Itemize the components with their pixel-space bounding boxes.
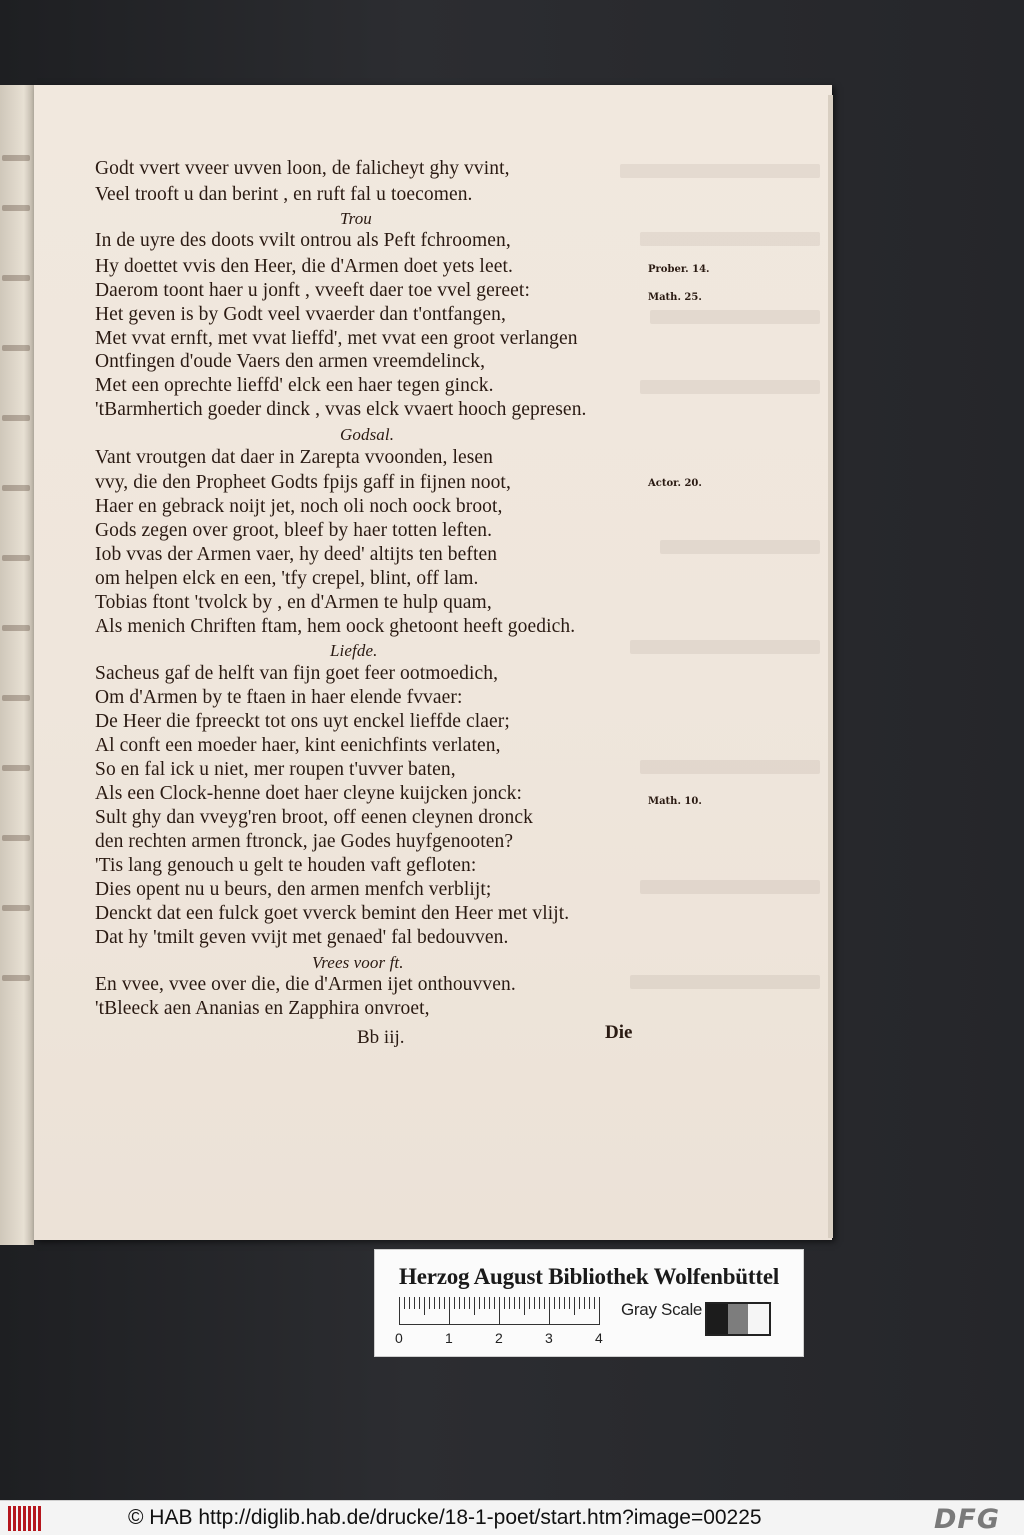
margin-note: Math. 10.: [648, 796, 702, 807]
text-line: Met een oprechte lieffd' elck een haer tegen ginck.: [95, 375, 494, 396]
footer-bar: [0, 1500, 1024, 1535]
text-line: Ontfingen d'oude Vaers den armen vreemdelinck,: [95, 351, 486, 372]
text-line: Als een Clock-henne doet haer cleyne kuijcken jonck:: [95, 783, 523, 804]
swatch-mid: [728, 1304, 749, 1334]
catchword: Die: [605, 1022, 633, 1043]
show-through: [640, 760, 820, 774]
signature-mark: Bb iij.: [357, 1027, 405, 1048]
text-line: Sacheus gaf de helft van fijn goet feer ootmoedich,: [95, 663, 499, 684]
text-line: Veel trooft u dan berint , en ruft fal u toecomen.: [95, 184, 473, 205]
text-line: En vvee, vvee over die, die d'Armen ijet onthouvven.: [95, 974, 516, 995]
swatch-dark: [707, 1304, 728, 1334]
show-through: [630, 975, 820, 989]
text-line: Dies opent nu u beurs, den armen menfch verblijt;: [95, 879, 492, 900]
text-line: vvy, die den Propheet Godts fpijs gaff in fijnen noot,: [95, 472, 511, 493]
text-line: Haer en gebrack noijt jet, noch oli noch oock broot,: [95, 496, 503, 517]
section-heading: Godsal.: [340, 425, 395, 444]
show-through: [650, 310, 820, 324]
ruler-number: 4: [595, 1330, 603, 1346]
previous-page-edge: [0, 85, 34, 1245]
text-line: den rechten armen ftronck, jae Godes huyfgenooten?: [95, 831, 514, 852]
ruler-number: 1: [445, 1330, 453, 1346]
text-line: Het geven is by Godt veel vvaerder dan t'ontfangen,: [95, 304, 506, 325]
text-line: So en fal ick u niet, mer roupen t'uvver baten,: [95, 759, 456, 780]
text-line: Iob vvas der Armen vaer, hy deed' altijts ten beften: [95, 544, 498, 565]
text-line: Denckt dat een fulck goet vverck bemint den Heer met vlijt.: [95, 903, 570, 924]
text-line: Om d'Armen by te ftaen in haer elende fvvaer:: [95, 687, 463, 708]
show-through: [640, 380, 820, 394]
text-line: 'Tis lang genouch u gelt te houden vaft gefloten:: [95, 855, 477, 876]
cm-ruler: [399, 1297, 607, 1325]
text-line: Met vvat ernft, met vvat lieffd', met vvat een groot verlangen: [95, 328, 578, 349]
text-line: Als menich Chriften ftam, hem oock ghetoont heeft goedich.: [95, 616, 576, 637]
show-through: [630, 640, 820, 654]
section-heading: Liefde.: [330, 641, 378, 660]
show-through: [640, 232, 820, 246]
library-scale-card: [374, 1249, 804, 1357]
hab-logo-icon: [8, 1506, 42, 1531]
text-line: 'tBarmhertich goeder dinck , vvas elck vvaert hooch gepresen.: [95, 399, 587, 420]
margin-note: Actor. 20.: [648, 478, 702, 489]
section-heading: Vrees voor ft.: [312, 953, 404, 972]
text-line: Sult ghy dan vveyg'ren broot, off eenen cleynen dronck: [95, 807, 533, 828]
text-line: 'tBleeck aen Ananias en Zapphira onvroet,: [95, 998, 430, 1019]
text-line: om helpen elck en een, 'tfy crepel, blint, off lam.: [95, 568, 479, 589]
text-line: Godt vvert vveer uvven loon, de falicheyt ghy vvint,: [95, 158, 510, 179]
text-line: Hy doettet vvis den Heer, die d'Armen doet yets leet.: [95, 256, 513, 277]
section-heading: Trou: [340, 209, 372, 228]
margin-note: Math. 25.: [648, 292, 702, 303]
copyright-link[interactable]: © HAB http://diglib.hab.de/drucke/18-1-poet/start.htm?image=00225: [128, 1506, 762, 1529]
dfg-logo: DFG: [934, 1504, 1001, 1535]
ruler-number: 3: [545, 1330, 553, 1346]
show-through: [660, 540, 820, 554]
text-line: Tobias ftont 'tvolck by , en d'Armen te hulp quam,: [95, 592, 492, 613]
text-line: In de uyre des doots vvilt ontrou als Peft fchroomen,: [95, 230, 511, 251]
show-through: [620, 164, 820, 178]
ruler-number: 2: [495, 1330, 503, 1346]
ruler-number: 0: [395, 1330, 403, 1346]
text-line: Gods zegen over groot, bleef by haer totten leften.: [95, 520, 493, 541]
gray-scale-label: Gray Scale: [621, 1300, 703, 1319]
text-line: Al conft een moeder haer, kint eenichfints verlaten,: [95, 735, 501, 756]
text-line: Vant vroutgen dat daer in Zarepta vvoonden, lesen: [95, 447, 494, 468]
gray-scale-swatches: [705, 1302, 771, 1336]
text-line: Daerom toont haer u jonft , vveeft daer toe vvel gereet:: [95, 280, 530, 301]
show-through: [640, 880, 820, 894]
swatch-light: [748, 1304, 769, 1334]
page-edge: [828, 95, 833, 1238]
margin-note: Prober. 14.: [648, 264, 710, 275]
text-line: De Heer die fpreeckt tot ons uyt enckel lieffde claer;: [95, 711, 510, 732]
library-name: Herzog August Bibliothek Wolfenbüttel: [399, 1264, 780, 1289]
text-line: Dat hy 'tmilt geven vvijt met genaed' fal bedouvven.: [95, 927, 509, 948]
